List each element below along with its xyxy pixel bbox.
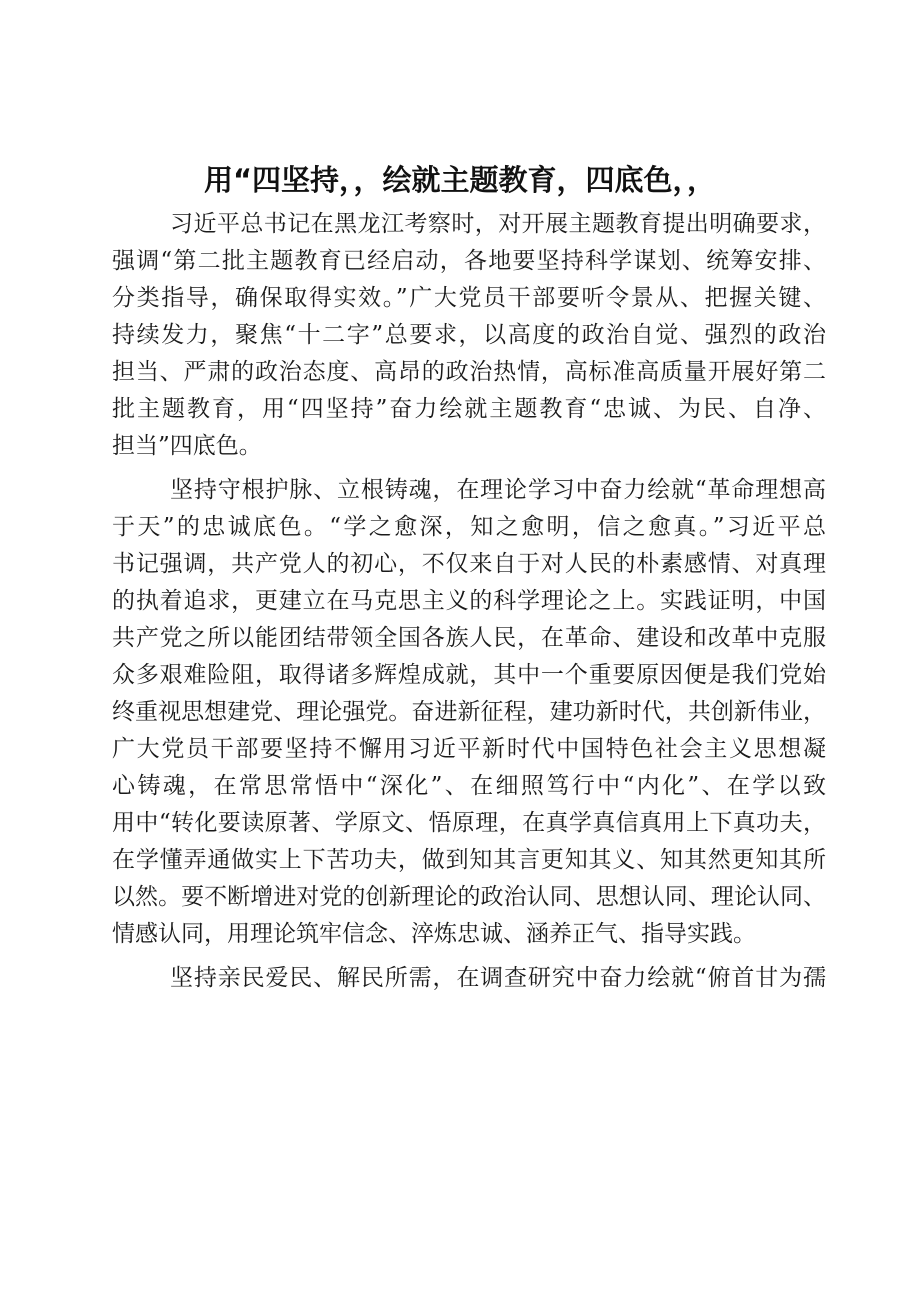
text-line: 的执着追求，更建立在马克思主义的科学理论之上。实践证明，中国	[112, 588, 826, 614]
text-line: 心铸魂，在常思常悟中“深化”、在细照笃行中“内化”、在学以致	[112, 773, 826, 799]
document-title: 用“四坚持，，绘就主题教育，四底色，，	[203, 163, 717, 197]
text-line: 共产党之所以能团结带领全国各族人民，在革命、建设和改革中克服	[112, 625, 826, 651]
paragraph-investigation	[112, 960, 826, 997]
text-line: 习近平总书记在黑龙江考察时，对开展主题教育提出明确要求，	[170, 211, 826, 237]
text-line: 坚持亲民爱民、解民所需，在调查研究中奋力绘就“俯首甘为孺	[170, 965, 826, 991]
text-line: 终重视思想建党、理论强党。奋进新征程，建功新时代，共创新伟业，	[112, 699, 826, 725]
text-line: 于天”的忠诚底色。“学之愈深，知之愈明，信之愈真。”习近平总	[112, 514, 826, 540]
text-line: 用中“转化要读原著、学原文、悟原理，在真学真信真用上下真功夫，	[112, 810, 826, 836]
paragraph-theory-study	[112, 472, 826, 953]
text-line: 强调“第二批主题教育已经启动，各地要坚持科学谋划、统筹安排、	[112, 248, 826, 274]
text-line: 书记强调，共产党人的初心，不仅来自于对人民的朴素感情、对真理	[112, 551, 826, 577]
text-line: 担当”四底色。	[112, 433, 262, 459]
text-line: 在学懂弄通做实上下苦功夫，做到知其言更知其义、知其然更知其所	[112, 847, 826, 873]
text-line: 情感认同，用理论筑牢信念、淬炼忠诚、涵养正气、指导实践。	[112, 921, 756, 947]
paragraph-intro	[112, 206, 826, 465]
document-body	[112, 206, 826, 1004]
text-line: 担当、严肃的政治态度、高昂的政治热情，高标准高质量开展好第二	[112, 359, 826, 385]
text-line: 众多艰难险阻，取得诸多辉煌成就，其中一个重要原因便是我们党始	[112, 662, 826, 688]
text-line: 以然。要不断增进对党的创新理论的政治认同、思想认同、理论认同、	[112, 884, 826, 910]
text-line: 批主题教育，用“四坚持”奋力绘就主题教育“忠诚、为民、自净、	[112, 396, 826, 422]
text-line: 广大党员干部要坚持不懈用习近平新时代中国特色社会主义思想凝	[112, 736, 826, 762]
text-line: 坚持守根护脉、立根铸魂，在理论学习中奋力绘就“革命理想高	[170, 477, 826, 503]
text-line: 分类指导，确保取得实效。”广大党员干部要听令景从、把握关键、	[112, 285, 826, 311]
text-line: 持续发力，聚焦“十二字”总要求，以高度的政治自觉、强烈的政治	[112, 322, 826, 348]
